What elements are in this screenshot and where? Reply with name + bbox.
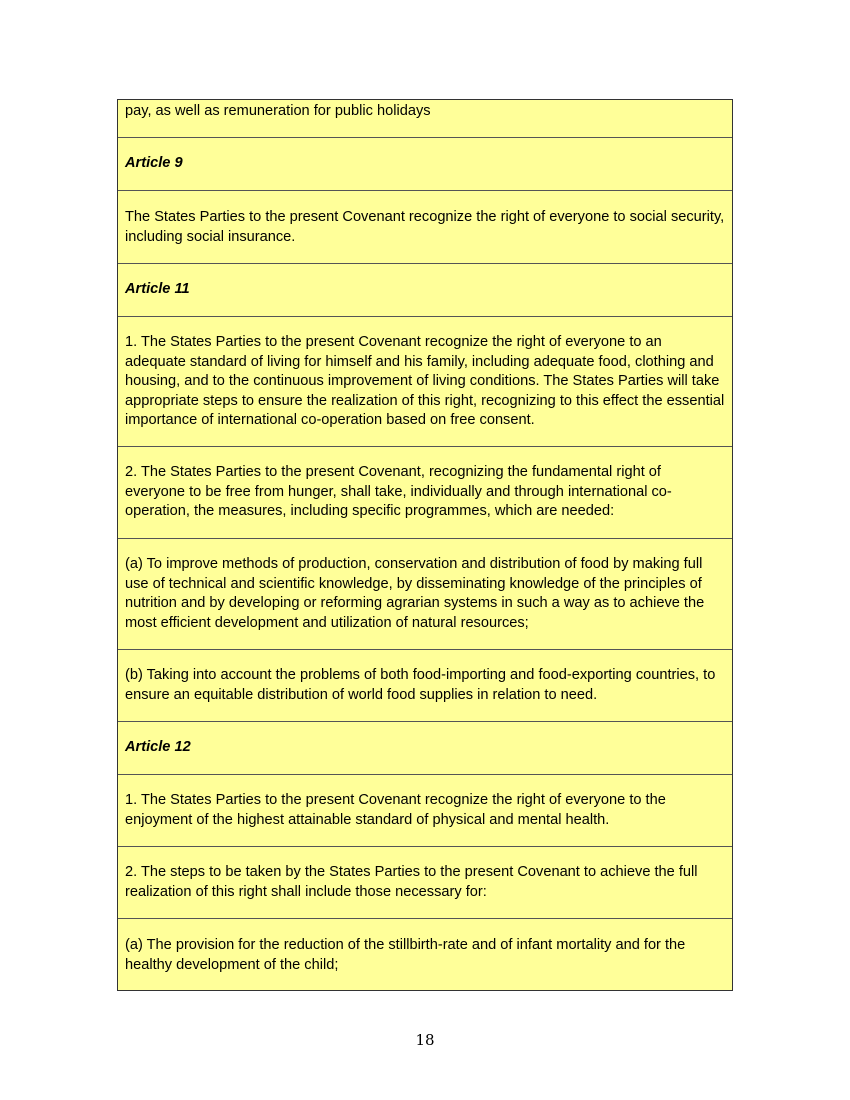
article-heading-row	[118, 263, 732, 316]
row-text: 1. The States Parties to the present Covenant recognize the right of everyone to the enjoyment of the highest attainable standard of physical and mental health.	[125, 792, 666, 828]
table-row	[118, 774, 732, 846]
table-row	[118, 649, 732, 721]
article-heading: Article 12	[125, 739, 191, 755]
table-row	[118, 190, 732, 263]
row-text: pay, as well as remuneration for public holidays	[125, 103, 431, 119]
page-number: 18	[415, 1031, 435, 1049]
row-text: (b) Taking into account the problems of both food-importing and food-exporting countries, to ensure an equitable distribution of world food supplies in relation to need.	[125, 667, 716, 703]
covenant-text-table	[117, 99, 733, 991]
table-row	[118, 316, 732, 446]
table-row	[118, 918, 732, 990]
table-row	[118, 846, 732, 918]
article-heading-row	[118, 721, 732, 774]
table-row	[118, 538, 732, 649]
article-heading: Article 11	[125, 281, 190, 297]
table-row	[118, 446, 732, 538]
row-text: 2. The States Parties to the present Covenant, recognizing the fundamental right of everyone to be free from hunger, shall take, individually and through international co-operation, the measures, including specific programmes, which are needed:	[125, 464, 672, 519]
row-text: (a) The provision for the reduction of the stillbirth-rate and of infant mortality and for the healthy development of the child;	[125, 937, 686, 973]
row-text: 1. The States Parties to the present Covenant recognize the right of everyone to an adequate standard of living for himself and his family, including adequate food, clothing and housing, and to the continuous improvement of living conditions. The States Parties will take appropriate steps to ensure the realization of this right, recognizing to this effect the essential importance of international co-operation based on free consent.	[125, 334, 725, 428]
row-text: (a) To improve methods of production, conservation and distribution of food by making full use of technical and scientific knowledge, by disseminating knowledge of the principles of nutrition and by developing or reforming agrarian systems in such a way as to achieve the most efficient development and utilization of natural resources;	[125, 556, 705, 631]
row-text: The States Parties to the present Covenant recognize the right of everyone to social security, including social insurance.	[125, 209, 725, 245]
article-heading-row	[118, 137, 732, 190]
article-heading: Article 9	[125, 155, 183, 171]
row-text: 2. The steps to be taken by the States Parties to the present Covenant to achieve the full realization of this right shall include those necessary for:	[125, 864, 698, 900]
table-row	[118, 100, 732, 137]
